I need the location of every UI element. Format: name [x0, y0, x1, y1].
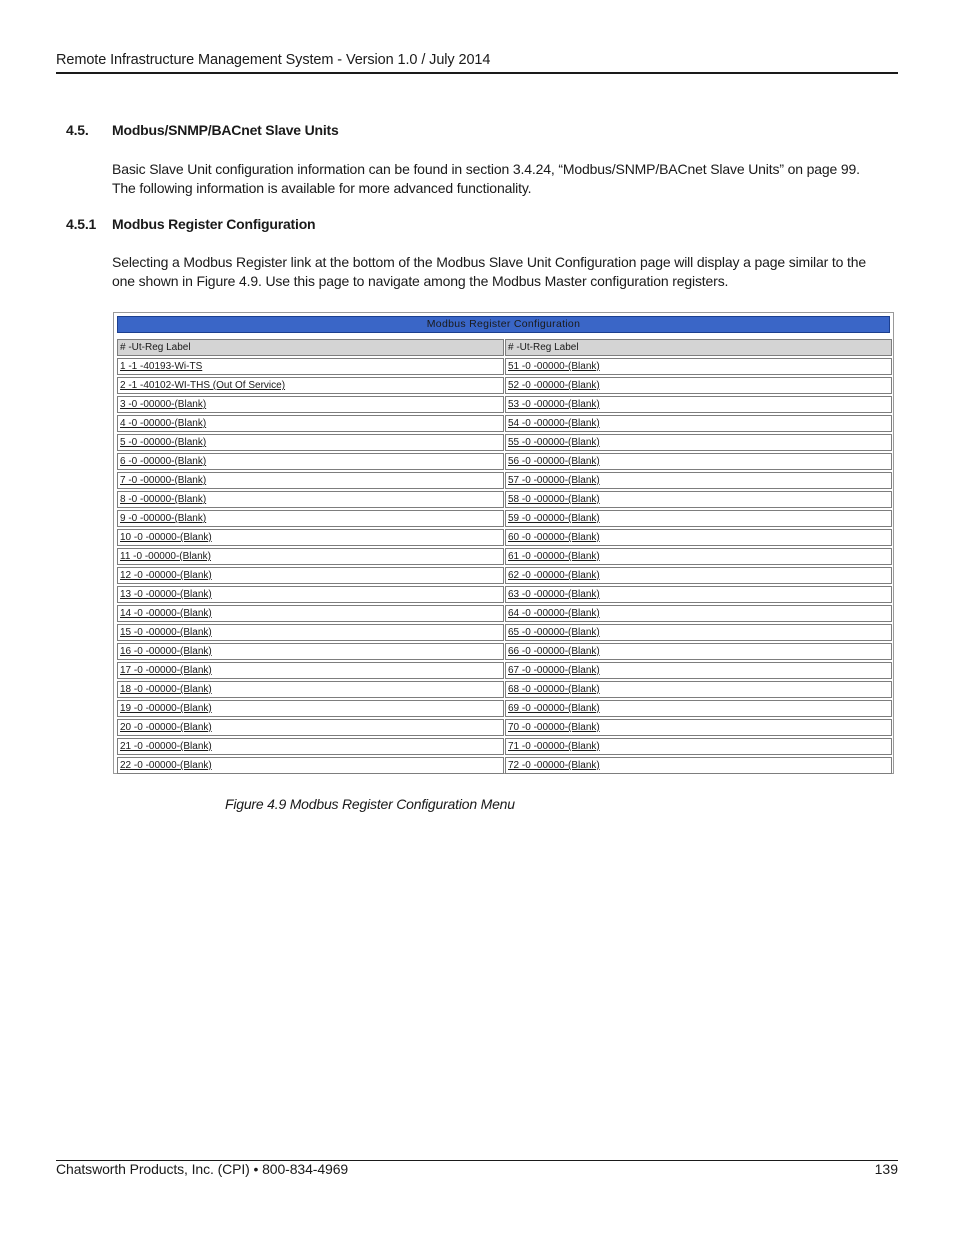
register-link[interactable]: 65 -0 -00000-(Blank) — [508, 627, 600, 638]
register-row — [505, 415, 892, 432]
register-link[interactable]: 4 -0 -00000-(Blank) — [120, 418, 207, 429]
register-row — [117, 624, 504, 641]
register-link[interactable]: 72 -0 -00000-(Blank) — [508, 760, 600, 771]
register-row — [505, 396, 892, 413]
figure-title-bar: Modbus Register Configuration — [117, 316, 890, 333]
register-row — [117, 681, 504, 698]
register-link[interactable]: 56 -0 -00000-(Blank) — [508, 456, 600, 467]
footer-company: Chatsworth Products, Inc. (CPI) • 800-834-4969 — [56, 1161, 349, 1177]
register-row — [505, 719, 892, 736]
register-row — [117, 415, 504, 432]
register-row — [505, 567, 892, 584]
register-link[interactable]: 19 -0 -00000-(Blank) — [120, 703, 212, 714]
register-row — [117, 510, 504, 527]
register-row — [505, 586, 892, 603]
figure-caption: Figure 4.9 Modbus Register Configuration Menu — [225, 796, 515, 812]
register-link[interactable]: 62 -0 -00000-(Blank) — [508, 570, 600, 581]
column-header-right: # -Ut-Reg Label — [505, 339, 892, 356]
register-row — [505, 643, 892, 660]
register-row — [117, 434, 504, 451]
register-row — [505, 529, 892, 546]
register-link[interactable]: 12 -0 -00000-(Blank) — [120, 570, 212, 581]
register-link[interactable]: 69 -0 -00000-(Blank) — [508, 703, 600, 714]
register-link[interactable]: 52 -0 -00000-(Blank) — [508, 380, 600, 391]
register-row — [117, 586, 504, 603]
register-link[interactable]: 58 -0 -00000-(Blank) — [508, 494, 600, 505]
register-row — [505, 757, 892, 774]
register-row — [117, 643, 504, 660]
register-link[interactable]: 71 -0 -00000-(Blank) — [508, 741, 600, 752]
section-title: Modbus/SNMP/BACnet Slave Units — [112, 122, 339, 138]
column-header-left: # -Ut-Reg Label — [117, 339, 504, 356]
register-link[interactable]: 70 -0 -00000-(Blank) — [508, 722, 600, 733]
register-link[interactable]: 63 -0 -00000-(Blank) — [508, 589, 600, 600]
register-link[interactable]: 6 -0 -00000-(Blank) — [120, 456, 207, 467]
register-row — [505, 681, 892, 698]
register-row — [117, 738, 504, 755]
register-list-left — [117, 358, 504, 774]
register-link[interactable]: 14 -0 -00000-(Blank) — [120, 608, 212, 619]
subsection-title: Modbus Register Configuration — [112, 216, 316, 232]
subsection-body: Selecting a Modbus Register link at the bottom of the Modbus Slave Unit Configuration page will display a page similar to the one shown in Figure 4.9. Use this page to navigate among the Modbus Master configuration registers. — [112, 254, 867, 289]
subsection-number: 4.5.1 — [66, 216, 97, 232]
register-link[interactable]: 2 -1 -40102-WI-THS (Out Of Service) — [120, 380, 286, 391]
register-row — [117, 548, 504, 565]
register-row — [505, 377, 892, 394]
register-link[interactable]: 57 -0 -00000-(Blank) — [508, 475, 600, 486]
register-link[interactable]: 22 -0 -00000-(Blank) — [120, 760, 212, 771]
register-link[interactable]: 17 -0 -00000-(Blank) — [120, 665, 212, 676]
register-row — [505, 700, 892, 717]
register-link[interactable]: 53 -0 -00000-(Blank) — [508, 399, 600, 410]
register-link[interactable]: 55 -0 -00000-(Blank) — [508, 437, 600, 448]
register-row — [117, 358, 504, 375]
register-link[interactable]: 64 -0 -00000-(Blank) — [508, 608, 600, 619]
register-row — [117, 491, 504, 508]
register-row — [505, 738, 892, 755]
register-row — [505, 491, 892, 508]
register-row — [117, 757, 504, 774]
register-link[interactable]: 11 -0 -00000-(Blank) — [120, 551, 211, 562]
register-link[interactable]: 18 -0 -00000-(Blank) — [120, 684, 212, 695]
section-number: 4.5. — [66, 122, 89, 138]
register-row — [505, 510, 892, 527]
register-link[interactable]: 7 -0 -00000-(Blank) — [120, 475, 207, 486]
register-row — [117, 529, 504, 546]
register-row — [505, 662, 892, 679]
register-link[interactable]: 67 -0 -00000-(Blank) — [508, 665, 600, 676]
modbus-register-figure — [113, 312, 894, 774]
header-rule — [56, 72, 898, 74]
register-row — [505, 453, 892, 470]
register-row — [117, 719, 504, 736]
register-link[interactable]: 16 -0 -00000-(Blank) — [120, 646, 212, 657]
register-row — [505, 548, 892, 565]
register-row — [505, 624, 892, 641]
register-link[interactable]: 60 -0 -00000-(Blank) — [508, 532, 600, 543]
register-link[interactable]: 3 -0 -00000-(Blank) — [120, 399, 207, 410]
register-link[interactable]: 13 -0 -00000-(Blank) — [120, 589, 212, 600]
register-column-left — [117, 339, 504, 776]
register-link[interactable]: 68 -0 -00000-(Blank) — [508, 684, 600, 695]
register-link[interactable]: 15 -0 -00000-(Blank) — [120, 627, 212, 638]
register-link[interactable]: 1 -1 -40193-Wi-TS — [120, 361, 203, 372]
register-link[interactable]: 51 -0 -00000-(Blank) — [508, 361, 600, 372]
register-link[interactable]: 54 -0 -00000-(Blank) — [508, 418, 600, 429]
register-row — [117, 567, 504, 584]
register-link[interactable]: 5 -0 -00000-(Blank) — [120, 437, 207, 448]
register-link[interactable]: 66 -0 -00000-(Blank) — [508, 646, 600, 657]
register-row — [117, 396, 504, 413]
register-row — [505, 472, 892, 489]
register-list-right — [505, 358, 892, 774]
register-row — [505, 434, 892, 451]
register-link[interactable]: 61 -0 -00000-(Blank) — [508, 551, 600, 562]
register-column-right — [505, 339, 892, 776]
register-link[interactable]: 10 -0 -00000-(Blank) — [120, 532, 212, 543]
register-row — [117, 453, 504, 470]
register-row — [505, 605, 892, 622]
section-body: Basic Slave Unit configuration information can be found in section 3.4.24, “Modbus/SNMP/BACnet Slave Units” on page 99. The following information is available for more advanced functionality. — [112, 161, 860, 196]
register-row — [117, 377, 504, 394]
register-row — [117, 605, 504, 622]
register-link[interactable]: 8 -0 -00000-(Blank) — [120, 494, 207, 505]
register-row — [117, 700, 504, 717]
page-number: 139 — [874, 1161, 898, 1177]
running-header: Remote Infrastructure Management System - Version 1.0 / July 2014 — [56, 52, 491, 68]
register-row — [505, 358, 892, 375]
register-link[interactable]: 20 -0 -00000-(Blank) — [120, 722, 212, 733]
register-row — [117, 662, 504, 679]
register-row — [117, 472, 504, 489]
register-link[interactable]: 59 -0 -00000-(Blank) — [508, 513, 600, 524]
register-link[interactable]: 9 -0 -00000-(Blank) — [120, 513, 207, 524]
register-link[interactable]: 21 -0 -00000-(Blank) — [120, 741, 212, 752]
